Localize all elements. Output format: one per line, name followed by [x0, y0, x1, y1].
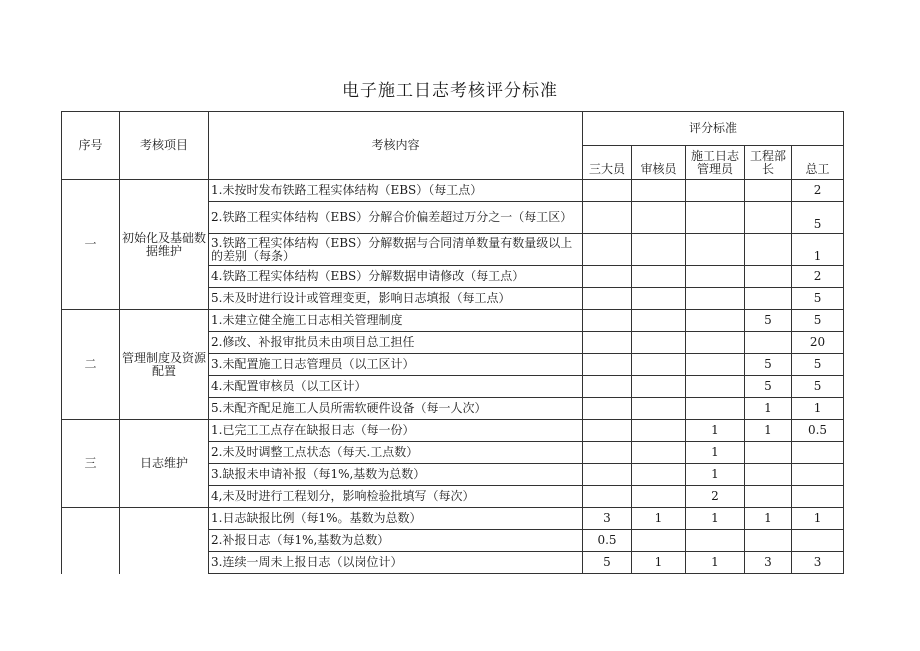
score-log-admin: 1 [686, 420, 745, 442]
score-eng-dept-head [745, 530, 792, 552]
score-sanda [583, 202, 632, 234]
criterion-text: 2.补报日志（每1%,基数为总数） [209, 530, 583, 552]
score-sanda [583, 288, 632, 310]
criterion-text: 2.未及时调整工点状态（每天.工点数） [209, 442, 583, 464]
criterion-text: 3.缺报未申请补报（每1%,基数为总数） [209, 464, 583, 486]
criterion-text: 2.铁路工程实体结构（EBS）分解合价偏差超过万分之一（每工区） [209, 202, 583, 234]
score-sanda: 5 [583, 552, 632, 574]
score-auditor [632, 354, 686, 376]
table-row [62, 180, 844, 202]
score-eng-dept-head [745, 442, 792, 464]
score-chief-engineer: 2 [792, 266, 844, 288]
criterion-text: 1.未建立健全施工日志相关管理制度 [209, 310, 583, 332]
score-log-admin: 1 [686, 508, 745, 530]
score-auditor [632, 266, 686, 288]
score-auditor: 1 [632, 508, 686, 530]
score-sanda [583, 310, 632, 332]
score-chief-engineer: 0.5 [792, 420, 844, 442]
section-item: 日志维护 [120, 420, 209, 508]
header-content: 考核内容 [209, 112, 583, 180]
score-auditor [632, 420, 686, 442]
score-log-admin [686, 530, 745, 552]
score-log-admin [686, 266, 745, 288]
page-title: 电子施工日志考核评分标准 [342, 81, 558, 101]
header-role-auditor: 审核员 [632, 146, 686, 180]
score-sanda [583, 464, 632, 486]
criterion-text: 1.日志缺报比例（每1%。基数为总数） [209, 508, 583, 530]
score-sanda [583, 486, 632, 508]
score-chief-engineer: 1 [792, 508, 844, 530]
score-log-admin [686, 288, 745, 310]
header-role-chief-engineer: 总工 [792, 146, 844, 180]
score-chief-engineer: 5 [792, 288, 844, 310]
criterion-text: 1.已完工工点存在缺报日志（每一份） [209, 420, 583, 442]
score-sanda [583, 420, 632, 442]
score-eng-dept-head [745, 234, 792, 266]
criterion-text: 1.未按时发布铁路工程实体结构（EBS）（每工点） [209, 180, 583, 202]
criterion-text: 5.未及时进行设计或管理变更，影响日志填报（每工点） [209, 288, 583, 310]
score-auditor [632, 398, 686, 420]
score-eng-dept-head [745, 464, 792, 486]
score-chief-engineer [792, 442, 844, 464]
score-log-admin [686, 332, 745, 354]
score-log-admin [686, 310, 745, 332]
scoring-table [61, 111, 844, 574]
score-eng-dept-head: 1 [745, 398, 792, 420]
score-log-admin [686, 202, 745, 234]
score-log-admin: 1 [686, 442, 745, 464]
criterion-text: 4,未及时进行工程划分，影响检验批填写（每次） [209, 486, 583, 508]
score-sanda [583, 266, 632, 288]
score-auditor [632, 180, 686, 202]
score-eng-dept-head [745, 288, 792, 310]
score-eng-dept-head: 1 [745, 420, 792, 442]
section-seq: 一 [62, 180, 120, 310]
score-log-admin: 1 [686, 552, 745, 574]
table-row [62, 420, 844, 442]
score-eng-dept-head: 5 [745, 354, 792, 376]
score-sanda: 0.5 [583, 530, 632, 552]
score-chief-engineer: 5 [792, 354, 844, 376]
score-eng-dept-head [745, 180, 792, 202]
score-eng-dept-head: 5 [745, 376, 792, 398]
score-chief-engineer: 5 [792, 202, 844, 234]
score-log-admin [686, 376, 745, 398]
section-seq [62, 508, 120, 574]
score-log-admin [686, 234, 745, 266]
criterion-text: 5.未配齐配足施工人员所需软硬件设备（每一人次） [209, 398, 583, 420]
score-log-admin [686, 180, 745, 202]
criterion-text: 4.未配置审核员（以工区计） [209, 376, 583, 398]
score-chief-engineer: 2 [792, 180, 844, 202]
score-log-admin [686, 354, 745, 376]
score-eng-dept-head: 3 [745, 552, 792, 574]
score-auditor [632, 288, 686, 310]
criterion-text: 3.连续一周未上报日志（以岗位计） [209, 552, 583, 574]
header-role-sanda: 三大员 [583, 146, 632, 180]
score-sanda [583, 180, 632, 202]
score-chief-engineer: 5 [792, 376, 844, 398]
score-sanda [583, 354, 632, 376]
score-auditor [632, 202, 686, 234]
score-chief-engineer: 3 [792, 552, 844, 574]
score-auditor [632, 464, 686, 486]
score-log-admin: 1 [686, 464, 745, 486]
section-seq: 三 [62, 420, 120, 508]
score-chief-engineer: 5 [792, 310, 844, 332]
score-log-admin [686, 398, 745, 420]
section-item [120, 508, 209, 574]
score-auditor [632, 310, 686, 332]
score-chief-engineer: 20 [792, 332, 844, 354]
score-chief-engineer: 1 [792, 398, 844, 420]
score-auditor [632, 442, 686, 464]
score-chief-engineer [792, 486, 844, 508]
header-standard: 评分标准 [583, 112, 844, 146]
score-sanda [583, 332, 632, 354]
score-auditor [632, 234, 686, 266]
score-auditor [632, 486, 686, 508]
score-auditor [632, 332, 686, 354]
score-sanda [583, 442, 632, 464]
table-row [62, 310, 844, 332]
header-role-eng-dept-head: 工程部长 [745, 146, 792, 180]
score-sanda [583, 376, 632, 398]
score-chief-engineer [792, 464, 844, 486]
score-chief-engineer: 1 [792, 234, 844, 266]
score-eng-dept-head: 5 [745, 310, 792, 332]
section-item: 初始化及基础数据维护 [120, 180, 209, 310]
score-chief-engineer [792, 530, 844, 552]
score-eng-dept-head: 1 [745, 508, 792, 530]
header-item: 考核项目 [120, 112, 209, 180]
score-auditor: 1 [632, 552, 686, 574]
header-seq: 序号 [62, 112, 120, 180]
score-auditor [632, 376, 686, 398]
score-eng-dept-head [745, 266, 792, 288]
score-eng-dept-head [745, 486, 792, 508]
criterion-text: 3.未配置施工日志管理员（以工区计） [209, 354, 583, 376]
score-eng-dept-head [745, 332, 792, 354]
score-log-admin: 2 [686, 486, 745, 508]
section-item: 管理制度及资源配置 [120, 310, 209, 420]
score-auditor [632, 530, 686, 552]
header-role-log-admin: 施工日志管理员 [686, 146, 745, 180]
criterion-text: 2.修改、补报审批员未由项目总工担任 [209, 332, 583, 354]
score-sanda: 3 [583, 508, 632, 530]
score-sanda [583, 398, 632, 420]
criterion-text: 4.铁路工程实体结构（EBS）分解数据申请修改（每工点） [209, 266, 583, 288]
section-seq: 二 [62, 310, 120, 420]
score-eng-dept-head [745, 202, 792, 234]
criterion-text: 3.铁路工程实体结构（EBS）分解数据与合同清单数量有数量级以上的差别（每条） [209, 234, 583, 266]
score-sanda [583, 234, 632, 266]
table-row [62, 508, 844, 530]
